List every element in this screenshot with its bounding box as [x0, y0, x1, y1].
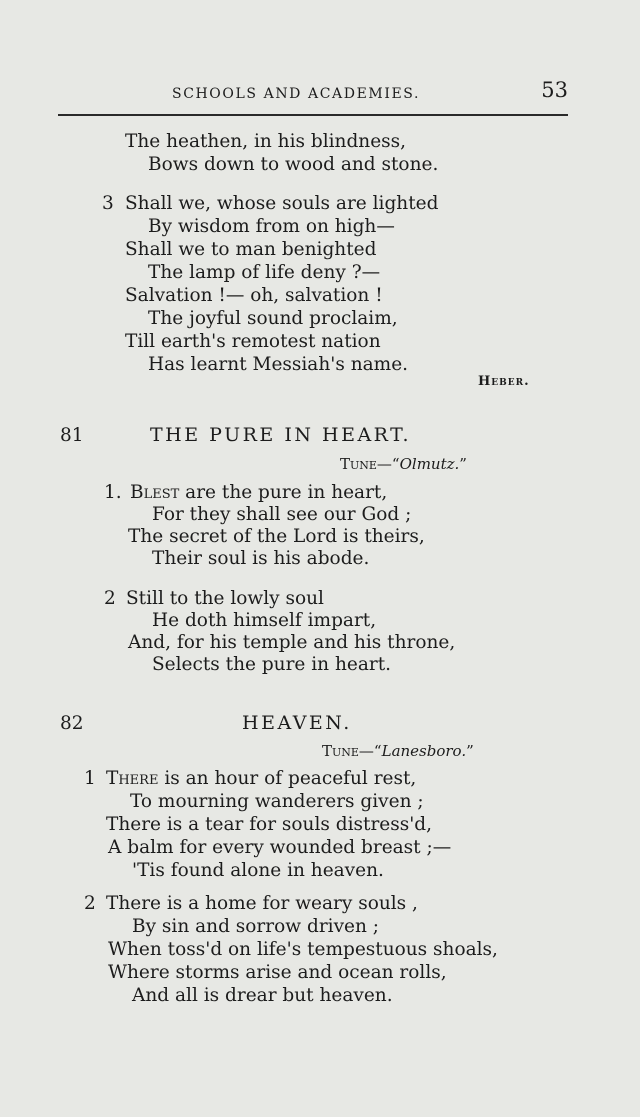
- stanza-number: 1.: [104, 482, 122, 503]
- stanza-number: 2: [84, 893, 96, 914]
- verse-line: When toss'd on life's tempestuous shoals,: [108, 939, 498, 960]
- tune-line: [322, 742, 474, 760]
- verse-line: Till earth's remotest nation: [125, 331, 381, 352]
- verse-line: Bows down to wood and stone.: [148, 154, 439, 175]
- verse-line: Where storms arise and ocean rolls,: [108, 962, 447, 983]
- initial-word: There: [106, 768, 159, 789]
- stanza-number: 3: [102, 193, 114, 214]
- verse-line: There is a tear for souls distress'd,: [106, 814, 433, 835]
- verse-line: Shall we, whose souls are lighted: [125, 193, 439, 214]
- initial-word: Blest: [130, 482, 180, 503]
- tune-name: Lanesboro.: [381, 742, 467, 760]
- hymn-title: HEAVEN.: [242, 712, 352, 734]
- author-attribution: Heber.: [478, 374, 530, 389]
- verse-line: Shall we to man benighted: [125, 239, 377, 260]
- tune-close-quote: ”: [466, 742, 474, 760]
- verse-line: Selects the pure in heart.: [152, 654, 392, 675]
- page-number: 53: [541, 78, 568, 102]
- verse-line: The lamp of life deny ?—: [148, 262, 381, 283]
- verse-line: Still to the lowly soul: [126, 588, 324, 609]
- verse-line: He doth himself impart,: [152, 610, 377, 631]
- tune-line: [340, 455, 467, 473]
- verse-line: The joyful sound proclaim,: [148, 308, 398, 329]
- tune-label: Tune—“: [322, 742, 382, 760]
- tune-label: Tune—“: [340, 455, 400, 473]
- verse-line: There is a home for weary souls ,: [106, 893, 418, 914]
- verse-line: And, for his temple and his throne,: [128, 632, 456, 653]
- verse-line: By wisdom from on high—: [148, 216, 395, 237]
- page-header: [58, 78, 568, 112]
- verse-line: Their soul is his abode.: [152, 548, 370, 569]
- verse-line: And all is drear but heaven.: [132, 985, 393, 1006]
- hymn-title: THE PURE IN HEART.: [150, 424, 412, 446]
- line-rest: is an hour of peaceful rest,: [158, 768, 417, 789]
- verse-line: To mourning wanderers given ;: [130, 791, 424, 812]
- verse-line: For they shall see our God ;: [152, 504, 412, 525]
- verse-line: Has learnt Messiah's name.: [148, 354, 409, 375]
- line-rest: are the pure in heart,: [179, 482, 388, 503]
- verse-line: By sin and sorrow driven ;: [132, 916, 380, 937]
- hymn-number: 82: [60, 713, 84, 734]
- verse-line: The heathen, in his blindness,: [125, 131, 407, 152]
- verse-line: The secret of the Lord is theirs,: [128, 526, 425, 547]
- verse-line: 'Tis found alone in heaven.: [132, 860, 384, 881]
- stanza-number: 1: [84, 768, 96, 789]
- verse-line: [106, 768, 416, 790]
- stanza-number: 2: [104, 588, 116, 609]
- verse-line: Salvation !— oh, salvation !: [125, 285, 383, 306]
- running-head: SCHOOLS AND ACADEMIES.: [172, 86, 421, 102]
- tune-name: Olmutz.: [399, 455, 460, 473]
- hymn-number: 81: [60, 425, 84, 446]
- tune-close-quote: ”: [459, 455, 467, 473]
- verse-line: A balm for every wounded breast ;—: [108, 837, 452, 858]
- verse-line: [130, 482, 387, 504]
- header-rule: [58, 114, 568, 116]
